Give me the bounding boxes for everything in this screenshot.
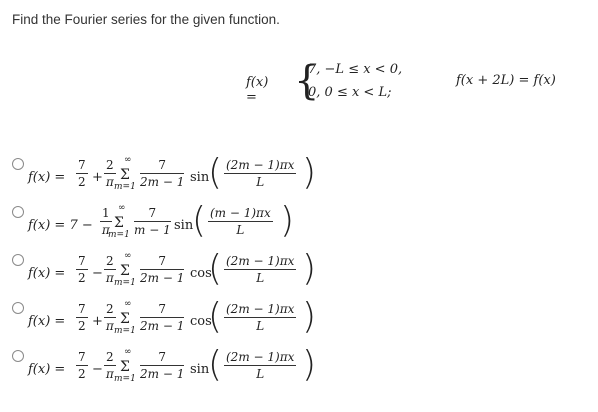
operator: + — [92, 170, 103, 185]
term-fraction: 7 2m − 1 — [140, 254, 185, 285]
option-2-radio[interactable] — [12, 206, 24, 218]
summation-sign: Σ — [120, 167, 130, 183]
answer-option-4[interactable]: f(x) = 7 2 + 2 π ∞ Σ m=1 7 2m − 1 cos ( (2m − 1)πx L ) — [0, 296, 598, 344]
constant-fraction: 7 2 — [78, 302, 86, 333]
constant-fraction: 7 2 — [78, 158, 86, 189]
constant-fraction: 7 2 — [78, 254, 86, 285]
definition-lhs: f(x) = — [246, 75, 269, 105]
definition-case-1: 7, −L ≤ x < 0, — [308, 62, 403, 77]
option-lhs: f(x) = 7 − — [28, 218, 93, 233]
argument-fraction: (2m − 1)πx L — [226, 158, 295, 189]
coefficient-fraction: 2 π — [105, 302, 114, 333]
operator: − — [92, 362, 103, 377]
definition-case-2: 0, 0 ≤ x < L; — [308, 85, 392, 100]
option-1-radio[interactable] — [12, 158, 24, 170]
answer-option-3[interactable]: f(x) = 7 2 − 2 π ∞ Σ m=1 7 2m − 1 cos ( (2m − 1)πx L ) — [0, 248, 598, 296]
coefficient-fraction: 1 π — [101, 206, 110, 237]
trig-function: cos — [190, 266, 212, 281]
option-lhs: f(x) = — [28, 362, 66, 377]
summation-sign: Σ — [114, 215, 124, 231]
option-5-radio[interactable] — [12, 350, 24, 362]
summation-sign: Σ — [120, 311, 130, 327]
option-4-radio[interactable] — [12, 302, 24, 314]
term-fraction: 7 2m − 1 — [140, 302, 185, 333]
question-prompt: Find the Fourier series for the given function. — [12, 12, 280, 27]
term-fraction: 7 2m − 1 — [140, 158, 185, 189]
argument-fraction: (2m − 1)πx L — [226, 302, 295, 333]
constant-fraction: 7 2 — [78, 350, 86, 381]
summation-sign: Σ — [120, 263, 130, 279]
operator: + — [92, 314, 103, 329]
term-fraction: 7 2m − 1 — [140, 350, 185, 381]
term-fraction: 7 m − 1 — [134, 206, 171, 237]
option-3-radio[interactable] — [12, 254, 24, 266]
answer-option-1[interactable]: f(x) = 7 2 + 2 π ∞ Σ m=1 7 2m − 1 sin ( (2m − 1)πx L ) — [0, 152, 598, 200]
summation-sign: Σ — [120, 359, 130, 375]
argument-fraction: (2m − 1)πx L — [226, 350, 295, 381]
periodicity-condition: f(x + 2L) = f(x) — [456, 73, 556, 88]
answer-option-5[interactable]: f(x) = 7 2 − 2 π ∞ Σ m=1 7 2m − 1 sin ( (2m − 1)πx L ) — [0, 344, 598, 392]
operator: − — [92, 266, 103, 281]
argument-fraction: (m − 1)πx L — [210, 206, 271, 237]
argument-fraction: (2m − 1)πx L — [226, 254, 295, 285]
trig-function: sin — [174, 218, 194, 233]
option-lhs: f(x) = — [28, 266, 66, 281]
trig-function: sin — [190, 362, 210, 377]
coefficient-fraction: 2 π — [105, 254, 114, 285]
answer-option-2[interactable]: f(x) = 7 − 1 π ∞ Σ m=1 7 m − 1 sin ( (m − 1)πx L ) — [0, 200, 598, 248]
definition-brace: { — [294, 58, 320, 104]
trig-function: cos — [190, 314, 212, 329]
coefficient-fraction: 2 π — [105, 350, 114, 381]
option-lhs: f(x) = — [28, 314, 66, 329]
coefficient-fraction: 2 π — [105, 158, 114, 189]
trig-function: sin — [190, 170, 210, 185]
option-lhs: f(x) = — [28, 170, 66, 185]
